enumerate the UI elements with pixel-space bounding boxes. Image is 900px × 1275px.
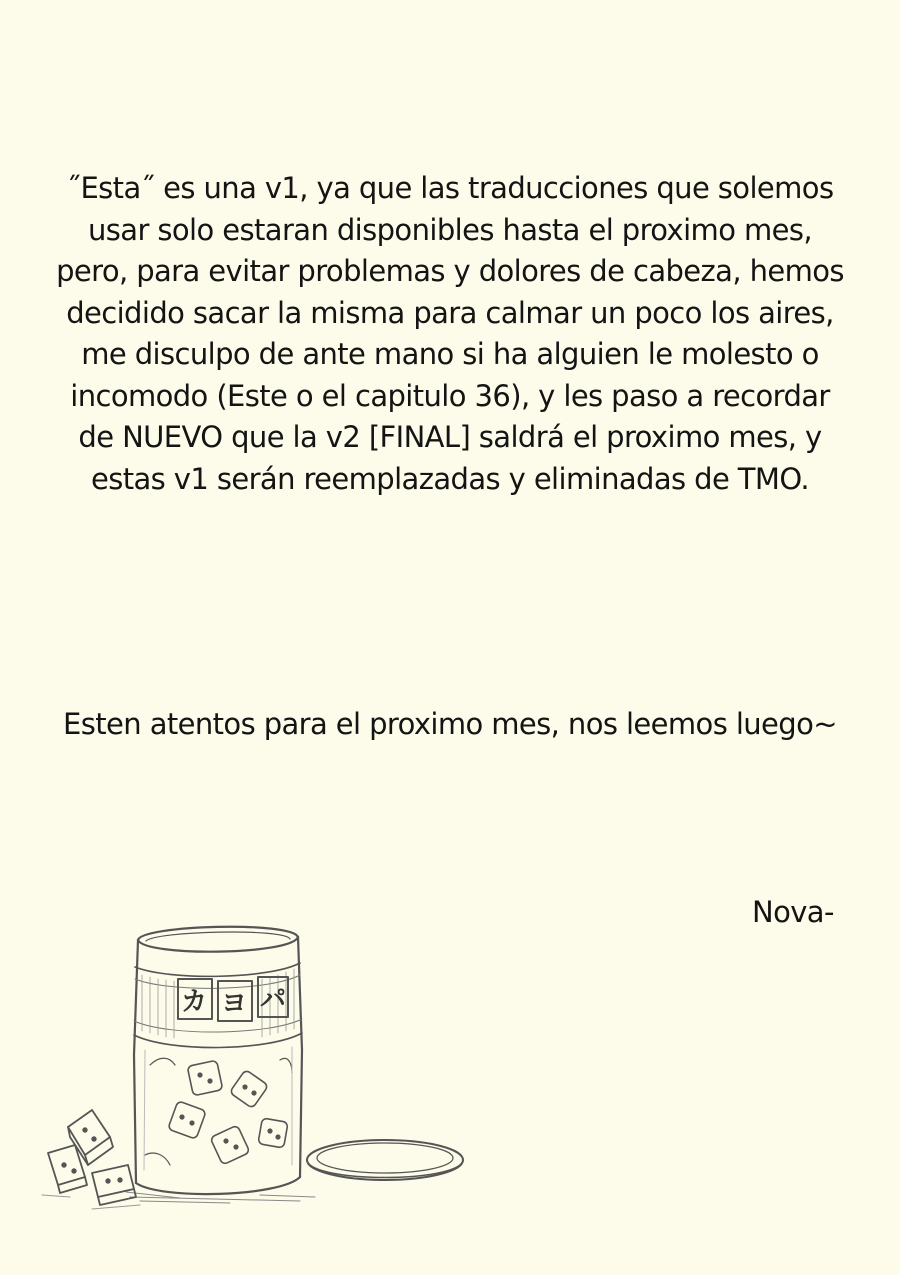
crackers-in-jar	[145, 1058, 292, 1165]
note-paragraph	[20, 168, 880, 500]
note-line-2: usar solo estaran disponibles hasta el proximo mes,	[88, 212, 812, 247]
signature: Nova-	[752, 895, 834, 929]
label-glyph-2: ヨ	[221, 989, 248, 1019]
note-line-5: me disculpo de ante mano si ha alguien le molesto o	[81, 337, 819, 371]
note-line-3: pero, para evitar problemas y dolores de cabeza, hemos	[56, 254, 844, 288]
label-glyph-1: カ	[181, 987, 208, 1017]
snack-jar-illustration	[30, 915, 490, 1215]
loose-crackers-icon	[42, 1110, 140, 1209]
closing-line: Esten atentos para el proximo mes, nos leemos luego~	[63, 707, 837, 741]
note-line-6: incomodo (Este o el capitulo 36), y les paso a recordar	[70, 378, 830, 413]
note-line-1: ˝Esta˝ es una v1, ya que las traducciones que solemos	[66, 171, 834, 205]
note-line-4: decidido sacar la misma para calmar un poco los aires,	[66, 295, 834, 330]
label-glyph-3: パ	[260, 985, 287, 1015]
jar-icon	[134, 927, 302, 1194]
jar-lid-icon	[307, 1140, 463, 1180]
note-line-7: de NUEVO que la v2 [FINAL] saldrá el proximo mes, y	[78, 420, 822, 454]
note-line-8: estas v1 serán reemplazadas y eliminadas de TMO.	[90, 461, 810, 496]
